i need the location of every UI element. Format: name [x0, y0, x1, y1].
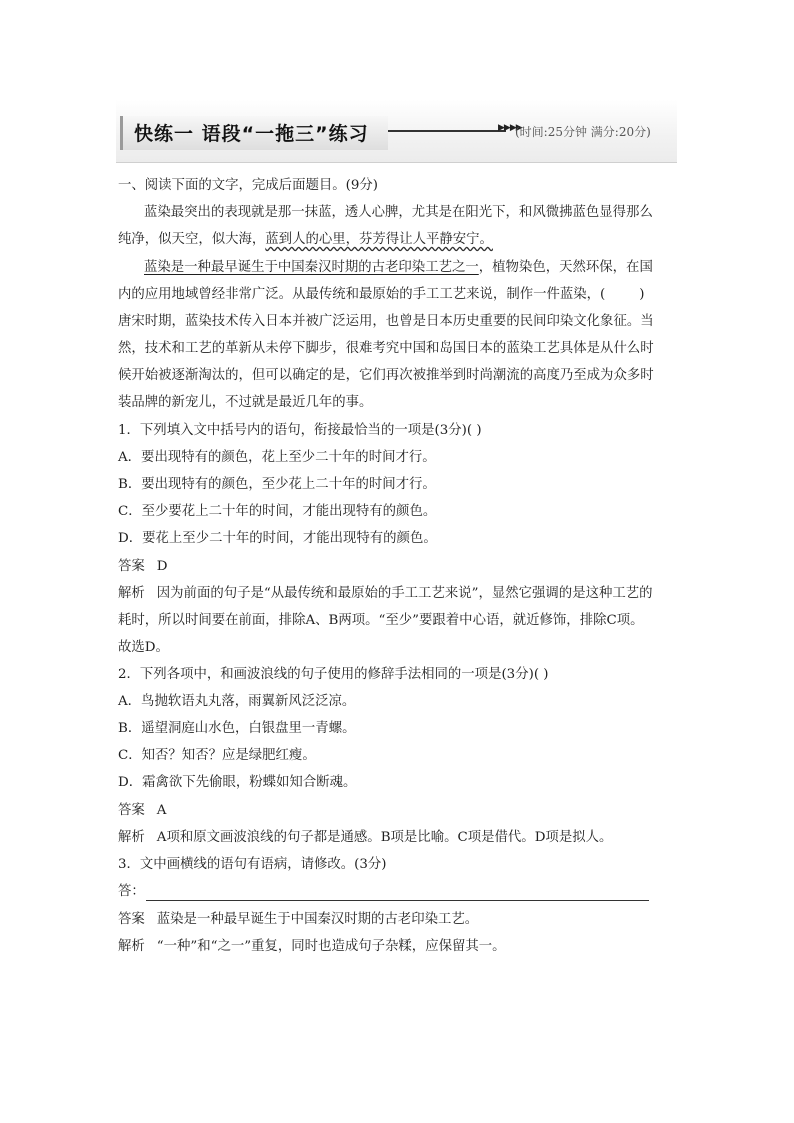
- passage-p1-line2: [118, 230, 493, 250]
- analysis-text: A项和原文画波浪线的句子都是通感。B项是比喻。C项是借代。D项是拟人。: [156, 830, 613, 845]
- answer-value: 蓝染是一种最早诞生于中国秦汉时期的古老印染工艺。: [156, 912, 479, 927]
- wavy-underlined-sentence: 蓝到人的心里，芬芳得让人平静安宁。: [265, 232, 493, 247]
- passage-p2-line2a: 内的应用地域曾经非常广泛。从最传统和最原始的手工工艺来说，制作一件蓝染，(: [118, 287, 606, 302]
- passage-p2-line6: 装品牌的新宠儿，不过就是最近几年的事。: [118, 395, 373, 410]
- arrow-icon: ▶▶▶▶: [498, 123, 522, 133]
- q2-option-c: C．知否？知否？应是绿肥红瘦。: [118, 748, 316, 763]
- answer-label: 答案: [118, 912, 145, 927]
- analysis-text: “一种”和“之一”重复，同时也造成句子杂糅，应保留其一。: [156, 939, 506, 954]
- q1-analysis-line3: 故选D。: [118, 640, 169, 655]
- passage-p2-line4: 然，技术和工艺的革新从未停下脚步，很难考究中国和岛国日本的蓝染工艺具体是从什么时: [118, 341, 654, 356]
- q1-option-d: D．要花上至少二十年的时间，才能出现特有的颜色。: [118, 531, 437, 546]
- q2-analysis: [118, 828, 612, 848]
- time-score-info: (时间:25分钟 满分:20分): [515, 125, 651, 139]
- q1-stem: 1．下列填入文中括号内的语句，衔接最恰当的一项是(3分)( ): [118, 423, 482, 438]
- q2-option-b: B．遥望洞庭山水色，白银盘里一青螺。: [118, 721, 356, 736]
- analysis-label: 解析: [118, 586, 145, 601]
- q1-analysis-line1: [118, 584, 653, 604]
- q3-analysis: [118, 937, 506, 957]
- analysis-label: 解析: [118, 939, 145, 954]
- passage-p1-line2a: 纯净，似天空，似大海，: [118, 232, 266, 247]
- passage-p1-line1: 蓝染最突出的表现就是那一抹蓝，透人心脾，尤其是在阳光下，和风微拂蓝色显得那么: [144, 205, 653, 220]
- answer-label: 答案: [118, 559, 145, 574]
- passage-p2-line2: [118, 285, 645, 305]
- q1-option-b: B．要出现特有的颜色，至少花上二十年的时间才行。: [118, 477, 436, 492]
- q3-stem: 3．文中画横线的语句有语病，请修改。(3分): [118, 857, 387, 872]
- q1-option-a: A．要出现特有的颜色，花上至少二十年的时间才行。: [118, 450, 436, 465]
- passage-p2-line1: [144, 258, 653, 278]
- passage-p2-line3: 唐宋时期，蓝染技术传入日本并被广泛运用，也曾是日本历史重要的民间印染文化象征。当: [118, 314, 654, 329]
- q2-answer: [118, 801, 166, 821]
- q1-option-c: C．至少要花上二十年的时间，才能出现特有的颜色。: [118, 504, 437, 519]
- analysis-label: 解析: [118, 830, 145, 845]
- analysis-text: 因为前面的句子是“从最传统和最原始的手工工艺来说”，显然它强调的是这种工艺的: [156, 586, 653, 601]
- q3-answer: [118, 910, 478, 930]
- passage-p2-line5: 候开始被逐渐淘汰的，但可以确定的是，它们再次被推举到时尚潮流的高度乃至成为众多时: [118, 368, 654, 383]
- title-rule: [388, 130, 506, 132]
- q1-answer: [118, 557, 168, 577]
- answer-blank-line: [146, 900, 649, 901]
- answer-value: D: [156, 559, 168, 574]
- section-heading: 一、阅读下面的文字，完成后面题目。(9分): [118, 178, 378, 193]
- page-title: 快练一 语段“一拖三”练习: [134, 123, 369, 145]
- q2-option-a: A．鸟抛软语丸丸落，雨翼新风泛泛凉。: [118, 694, 356, 709]
- q3-answer-prompt: 答：: [118, 884, 145, 899]
- q1-analysis-line2: 耗时，所以时间要在前面，排除A、B两项。“至少”要跟着中心语，就近修饰，排除C项。: [118, 613, 644, 628]
- answer-value: A: [156, 803, 167, 818]
- q2-option-d: D．霜禽欲下先偷眼，粉蝶如知合断魂。: [118, 775, 357, 790]
- q2-stem: 2．下列各项中，和画波浪线的句子使用的修辞手法相同的一项是(3分)( ): [118, 667, 549, 682]
- underlined-sentence: 蓝染是一种最早诞生于中国秦汉时期的古老印染工艺之一: [144, 260, 479, 275]
- answer-label: 答案: [118, 803, 145, 818]
- passage-p2-line2b: ): [639, 287, 645, 302]
- passage-p2-line1b: ，植物染色，天然环保，在国: [478, 260, 653, 275]
